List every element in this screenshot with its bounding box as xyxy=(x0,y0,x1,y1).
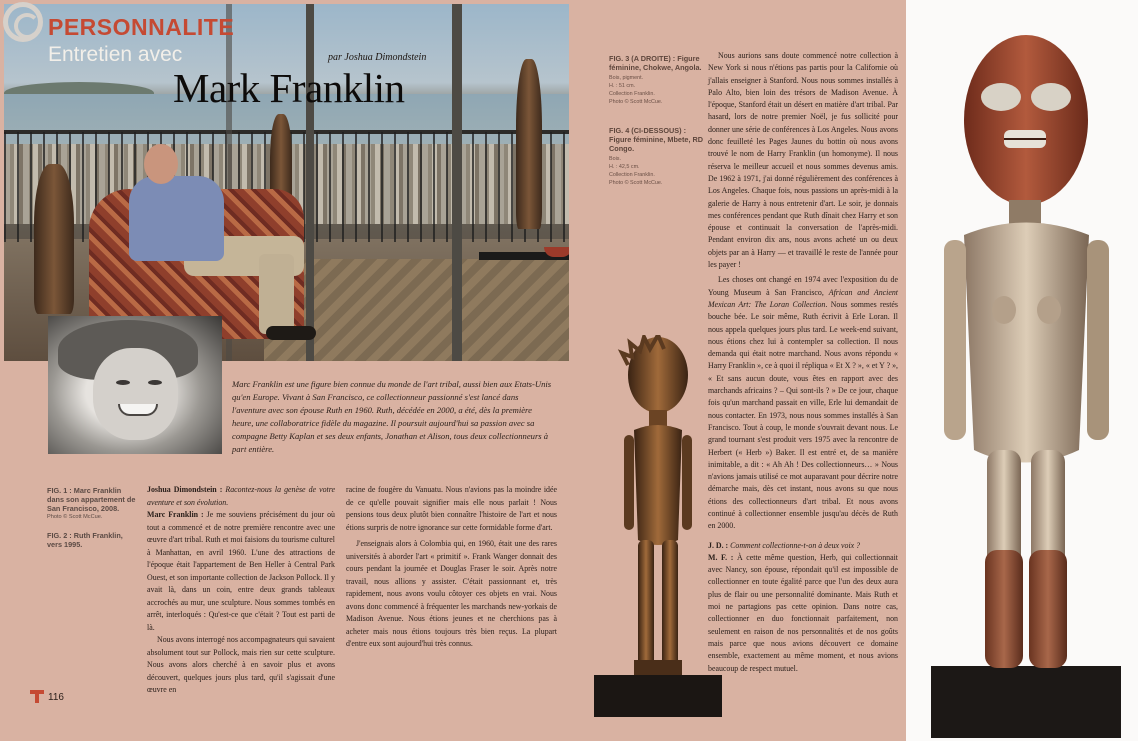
column-2: racine de fougère du Vanuatu. Nous n'avions pas la moindre idée de ce qu'elle pouvait signifier mais elle nous parlait ! Nous pensions tous deux plutôt bien connaître l'histoire de l'art et nous étions surpris de notre ignorance sur cette formidable forme d'art. J'enseignais alors à Colombia qui, en 1960, était une des rares universités à aborder l'art « primitif ». Frank Wanger donnait des cours pendant la journée et Douglas Fraser le soir. Après notre travail, nous allions y assister. C'était passionnant et, très rapidement, nous avons voulu côtoyer ces objets en vrai. Nous avons donc commencé à fréquenter les marchands new-yorkais de Madison Avenue. Nous étions jeunes et ne cherchions pas à acheter mais nous étions toujours très bien reçus. La plupart d'entre eux sont aujourd'hui très connus. xyxy=(346,485,557,648)
statue-right xyxy=(516,59,542,229)
caption-fig2: FIG. 2 : Ruth Franklin, vers 1995. xyxy=(47,531,123,549)
caption-fig1: FIG. 1 : Marc Franklin dans son appartement de San Francisco, 2008. Photo © Scott McCue. xyxy=(47,486,136,520)
intro-paragraph: Marc Franklin est une figure bien connue du monde de l'art tribal, aussi bien aux Etats-Unis qu'en Europe. Vivant à San Francisco, ce collectionneur passionné s'est lancé dans l'aventure avec son épouse Ruth en 1960. Ruth, décédée en 2000, a été, dès la première heure, une collaboratrice fidèle du magazine. Il poursuit aujourd'hui sa passion avec sa compagne Betty Kaplan et ses deux enfants, Jonathan et Alison, tous deux collectionneurs à part entière. xyxy=(232,379,552,454)
right-page xyxy=(569,0,1138,741)
magazine-logo-icon xyxy=(3,2,43,42)
fig4-mbete-figure-photo xyxy=(594,335,724,720)
caption-fig4: FIG. 4 (CI-DESSOUS) : Figure féminine, Mbete, RD Congo. Bois. H. : 42,5 cm. Collection Franklin. Photo © Scott McCue. xyxy=(609,126,704,186)
fig3-chokwe-figure-photo xyxy=(919,30,1134,740)
fig2-photo-ruth-franklin xyxy=(48,316,222,454)
caption-fig3: FIG. 3 (A DROITE) : Figure féminine, Chokwe, Angola. Bois, pigment. H. : 51 cm. Collection Franklin. Photo © Scott McCue. xyxy=(609,54,702,105)
column-1: Joshua Dimondstein : Racontez-nous la genèse de votre aventure et son évolution. Marc Franklin : Je me souviens précisément du jour où tout a commencé et de notre première rencontre avec une œuvre d'art tribal. Ruth et moi faisions du tourisme culturel à Manhattan, en avril 1960. L'une des attractions de l'époque était l'appartement de Ben Heller à Central Park Ouest, et son importante collection de Jackson Pollock. Il y avait là, dans un coin, entre deux grands tableaux accrochés au mur, une sculpture. Nous sommes tombés en arrêt, interloqués : Qu'est-ce que c'était ? Tout est parti de là. Nous avons interrogé nos accompagnateurs qui savaient absolument tout sur Pollock, mais rien sur cette sculpture. Nous avons alors cherché à en savoir plus et avons découvert, quelques jours plus tard, qu'il s'agissait d'une œuvre en xyxy=(147,485,335,694)
column-3: Nous aurions sans doute commencé notre collection à New York si nous n'étions pas partis pour la Californie où j'allais enseigner à Stanford. Nous nous sommes installés à Palo Alto, bien loin des trésors de Madison Avenue. À l'époque, Stanford était un désert en matière d'art tribal. Par hasard, lors de notre premier Noël, je fus sollicité pour donner une série de conférences à Los Angeles. Nous avons donc feuilleté les Pages Jaunes du bottin où nous avons trouvé le nom de Harry Franklin (un homonyme). Il nous réserva le meilleur accueil et nous sommes devenus amis. De 1962 à 1971, j'ai donné régulièrement des conférences à Los Angeles. Chaque fois, nous passions un après-midi à la galerie de Harry à nous entretenir d'art. Le soir, je donnais mes conférences pendant que Ruth dînait chez Harry et son épouse et continuait la conversation de l'après-midi. Pendant environ dix ans, nous avons acheté un ou deux objets par an à Harry — et travaillé le reste de l'année pour les payer ! Les choses ont changé en 1974 avec l'exposition du de Young Museum à San Francisco, African and Ancient Mexican Art: The Loran Collection. Nous sommes restés bouche bée. Le soir même, Ruth écrivit à Erle Loran. Il nous appela quelques jours plus tard. Le week-end suivant, nous étions chez lui à contempler sa collection. Il nous demanda qui était notre marchand. Nous avons répondu « Harry Franklin », ce à quoi il répliqua « Et X ? », « et Y ? », « Et sans aucun doute, vous êtes en rapport avec des marchands africains ? – Qui sont-ils ? » De ce jour, chaque fois qu'un marchand passait en ville, Erle lui demandait de nous contacter. En 1973, nous nous sommes installés à San Francisco. Tout à coup, le monde s'ouvrait devant nous. Le grand tournant s'est produit vers 1975 avec la rencontre de Herbert (« Herb ») Baker. Il est entré et, de sa manière inimitable, a dit : « Ah Ah ! Des collectionneurs… » Nous n'avions jamais utilisé ce mot auparavant pour décrire notre démarche mais, dès cet instant, nous avons su que nous étions des collectionneurs d'art tribal. Et nous avons continué à collectionner ensemble jusqu'au décès de Ruth en 2000. J. D. : Comment collectionne-t-on à deux voix ? M. F. : À cette même question, Herb, qui collectionnait avec Nancy, son épouse, répondait qu'il est impossible de collectionner en toute égalité parce que l'un des deux aura plus de flair ou une personnalité dominante. Mais Ruth et moi ne partagions pas cette opinion. Dans notre cas, collectionner en duo fonctionnait parfaitement, non seulement en raison de nos personnalités et de nos goûts mais parce que nous avions découvert ce domaine ensemble, exactement au même moment, et nous avions beaucoup de respect mutuel. xyxy=(708,51,899,673)
magazine-t-icon xyxy=(30,690,44,704)
man-figure xyxy=(144,144,178,184)
statue-left xyxy=(34,164,74,314)
byline: par Joshua Dimondstein xyxy=(328,52,427,63)
section-rubric: PERSONNALITE xyxy=(48,14,235,40)
article-subtitle: Entretien avec xyxy=(48,43,183,66)
page-number: 116 xyxy=(48,692,64,703)
article-title: Mark Franklin xyxy=(173,65,405,111)
